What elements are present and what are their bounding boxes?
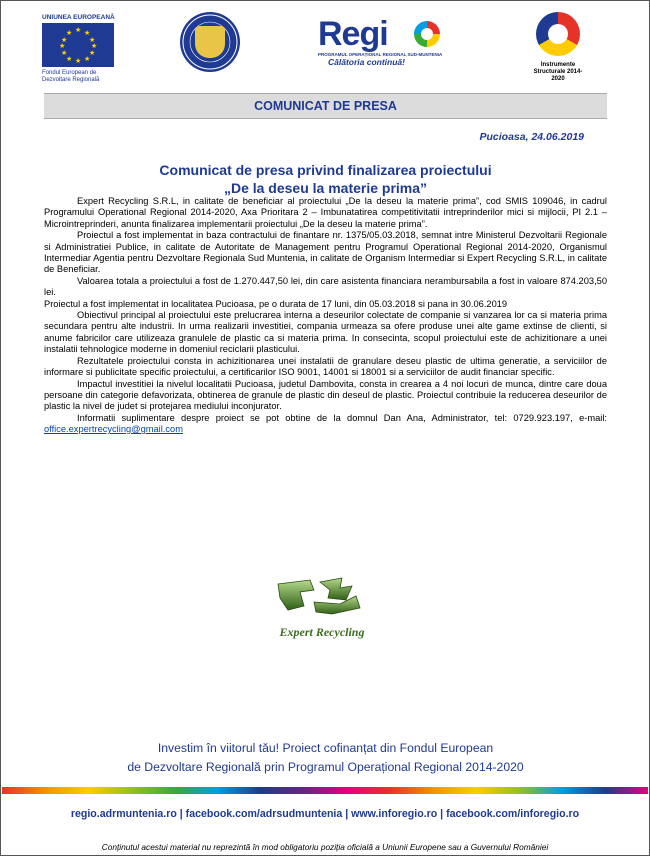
title-line-2: „De la deseu la materie prima”	[223, 180, 428, 196]
regio-tagline: Călătoria continuă!	[328, 57, 405, 67]
paragraph-impact: Impactul investitiei la nivelul localitatii Pucioasa, judetul Dambovita, consta in crearea a 4 noi locuri de munca, dintre care doua persoane din categorie defavorizata, obtinerea de granule de plastic din deseul de plastic. Proiectul contribuie la reducerea deseurilor de plastic la nivel de judet si protejarea mediului inconjurator.	[44, 378, 607, 412]
paragraph-value: Valoarea totala a proiectului a fost de 1.270.447,50 lei, din care asistenta financiara nerambursabila a fost in valoare 874.203,50 lei.	[44, 275, 607, 298]
eu-label: UNIUNEA EUROPEANĂ	[42, 14, 115, 21]
page-title	[44, 161, 607, 197]
company-logo-text: Expert Recycling	[279, 625, 365, 639]
regio-logo	[318, 16, 443, 67]
regio-circle-icon	[414, 21, 440, 47]
logo-header	[0, 8, 650, 88]
title-line-1: Comunicat de presa privind finalizarea proiectului	[159, 162, 492, 178]
press-release-banner	[44, 93, 607, 119]
expert-recycling-logo	[250, 570, 390, 640]
regio-wordmark: Regi	[318, 15, 388, 53]
regio-program-label: PROGRAMUL OPERAȚIONAL REGIONAL SUD-MUNTENIA	[318, 52, 443, 57]
color-stripe-divider	[2, 787, 648, 794]
contact-text: Informatii suplimentare despre proiect se pot obtine de la domnul Dan Ana, Administrator, tel: 0729.923.197, e-mail:	[77, 412, 607, 423]
paragraph-duration: Proiectul a fost implementat in localitatea Pucioasa, pe o durata de 17 luni, din 05.03.2018 si pana in 30.06.2019	[44, 298, 508, 309]
banner-title: COMUNICAT DE PRESA	[254, 99, 397, 113]
government-seal	[180, 12, 240, 72]
eu-fund-label: Fondul European de Dezvoltare Regională	[42, 70, 100, 83]
footer-slogan	[44, 739, 607, 777]
structural-instruments-icon	[536, 12, 580, 56]
press-release-body	[44, 196, 607, 436]
slogan-line-1: Investim în viitorul tău! Proiect cofinanțat din Fondul European	[157, 741, 494, 755]
coat-of-arms-icon	[195, 26, 225, 58]
eu-flag-icon: ★ ★ ★ ★ ★ ★ ★ ★ ★ ★ ★ ★	[42, 23, 114, 67]
paragraph-contract: Proiectul a fost implementat in baza contractului de finantare nr. 1375/05.03.2018, semnat intre Ministerul Dezvoltarii Regionale si Administratiei Publice, in calitate de Autoritate de Management pentru Programul Operational Regional 2014-2020, Organismul Intermediar Agentia pentru Dezvoltare Regionala Sud Muntenia, in calitate de Organism Intermediar si Expert Recycling S.R.L, in calitate de Beneficiar.	[44, 230, 607, 275]
footer-disclaimer: Conținutul acestui material nu reprezintă în mod obligatoriu poziția oficială a Uniunii Europene sau a Guvernului României	[101, 842, 549, 852]
footer-weblinks: regio.adrmuntenia.ro | facebook.com/adrsudmuntenia | www.inforegio.ro | facebook.com/inforegio.ro	[70, 808, 580, 820]
slogan-line-2: de Dezvoltare Regională prin Programul Operațional Regional 2014-2020	[127, 760, 524, 774]
paragraph-beneficiary: Expert Recycling S.R.L, in calitate de beneficiar al proiectului „De la deseu la materie prima”, cod SMIS 109046, in cadrul Programului Operational Regional 2014-2020, Axa Prioritara 2 – Imbunatatirea competitivitatii intreprinderilor mici si mijlocii, PI 2.1 – Microintreprinderi, anunta finalizarea implementarii proiectului „De la deseu la materie prima”.	[44, 196, 607, 229]
paragraph-contact	[44, 413, 607, 436]
paragraph-results: Rezultatele proiectului consta in achizitionarea unei instalatii de granulare deseu plastic de ultima generatie, a serviciilor de informare si publicitate specific proiectului, a certificarilor ISO 9001, 14001 si 18001 si a serviciilor de audit financiar specific.	[44, 355, 607, 378]
eu-logo	[42, 14, 117, 84]
structural-instruments-label: Instrumente Structurale 2014-2020	[533, 62, 583, 82]
structural-instruments-logo	[528, 12, 588, 83]
release-date: Pucioasa, 24.06.2019	[479, 131, 584, 143]
recycling-arrows-icon	[270, 576, 368, 616]
paragraph-objective: Obiectivul principal al proiectului este prelucrarea interna a deseurilor colectate de companie si vanzarea lor ca si materia prima secundara pentru alte industrii. In urma realizarii investitiei, compania urmeaza sa ofere produse unei alte game extinse de clienti, si anume fabricilor care utilizeaza granulele de plastic ca si materia prima. In consecinta, scopul proiectului este de achizitionare a unei instalatii tehnologice moderne in domeniul reciclarii plasticului.	[44, 310, 607, 355]
email-link[interactable]: office.expertrecycling@gmail.com	[44, 424, 183, 435]
